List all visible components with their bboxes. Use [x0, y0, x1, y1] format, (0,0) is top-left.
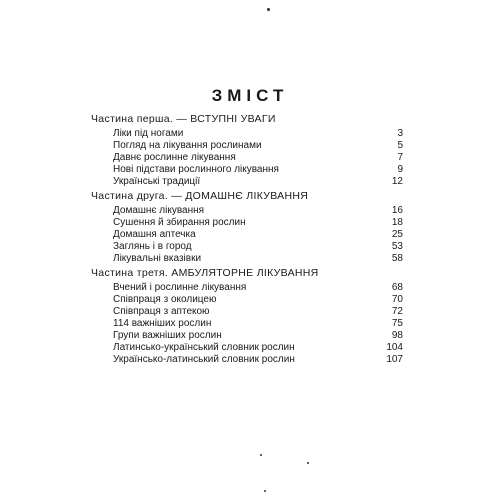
toc-entry-page: 53 [391, 241, 403, 252]
toc-entry[interactable] [113, 318, 403, 330]
toc-entry-label: Латинсько-український словник рослин [113, 342, 295, 353]
toc-entry[interactable] [113, 128, 403, 140]
toc-entry-label: Лікувальні вказівки [113, 253, 202, 264]
toc-entry[interactable] [113, 330, 403, 342]
toc-entry-label: Ліки під ногами [113, 128, 184, 139]
print-speck [264, 490, 266, 492]
section-heading-part-1: Частина перша. — ВСТУПНІ УВАГИ [91, 113, 276, 125]
toc-entry[interactable] [113, 354, 403, 366]
toc-entry-label: Заглянь і в город [113, 241, 192, 252]
toc-entry-page: 12 [391, 176, 403, 187]
section-heading-part-3: Частина третя. АМБУЛЯТОРНЕ ЛІКУВАННЯ [91, 267, 319, 279]
toc-entry[interactable] [113, 217, 403, 229]
toc-entry-label: 114 важніших рослин [113, 318, 212, 329]
toc-entry-page: 5 [397, 140, 403, 151]
toc-entry-page: 7 [397, 152, 403, 163]
toc-entry-page: 9 [397, 164, 403, 175]
toc-entry[interactable] [113, 205, 403, 217]
toc-entry[interactable] [113, 294, 403, 306]
toc-entry-label: Домашня аптечка [113, 229, 196, 240]
toc-entry-page: 72 [391, 306, 403, 317]
toc-entry-label: Давнє рослинне лікування [113, 152, 236, 163]
toc-entry-page: 70 [391, 294, 403, 305]
toc-entry-page: 25 [391, 229, 403, 240]
toc-entry-label: Нові підстави рослинного лікування [113, 164, 279, 175]
toc-entry-label: Групи важніших рослин [113, 330, 222, 341]
print-speck [267, 8, 270, 11]
toc-entry[interactable] [113, 253, 403, 265]
page-title: ЗМІСТ [211, 86, 289, 105]
print-speck [260, 454, 262, 456]
toc-entry-page: 58 [391, 253, 403, 264]
toc-entry-label: Вчений і рослинне лікування [113, 282, 247, 293]
section-heading-part-2: Частина друга. — ДОМАШНЄ ЛІКУВАННЯ [91, 190, 309, 202]
toc-entry-page: 18 [391, 217, 403, 228]
print-speck [307, 462, 309, 464]
toc-entry-page: 16 [391, 205, 403, 216]
toc-entry[interactable] [113, 306, 403, 318]
toc-entry-label: Сушення й збирання рослин [113, 217, 246, 228]
toc-entry-label: Співпраця з аптекою [113, 306, 210, 317]
toc-entry-page: 98 [391, 330, 403, 341]
toc-entry-page: 3 [397, 128, 403, 139]
toc-entry[interactable] [113, 342, 403, 354]
toc-entry[interactable] [113, 140, 403, 152]
toc-entry-page: 68 [391, 282, 403, 293]
toc-entry-page: 104 [386, 342, 403, 353]
toc-entry[interactable] [113, 241, 403, 253]
toc-entry-label: Домашнє лікування [113, 205, 205, 216]
toc-entry-page: 107 [386, 354, 403, 365]
toc-entry-label: Співпраця з околицею [113, 294, 217, 305]
toc-entry[interactable] [113, 152, 403, 164]
toc-entry[interactable] [113, 282, 403, 294]
toc-entry[interactable] [113, 176, 403, 188]
toc-entry[interactable] [113, 164, 403, 176]
toc-entry-label: Українські традиції [113, 176, 201, 187]
toc-entry-page: 75 [391, 318, 403, 329]
toc-entry[interactable] [113, 229, 403, 241]
toc-entry-label: Погляд на лікування рослинами [113, 140, 262, 151]
toc-entry-label: Українсько-латинський словник рослин [113, 354, 295, 365]
